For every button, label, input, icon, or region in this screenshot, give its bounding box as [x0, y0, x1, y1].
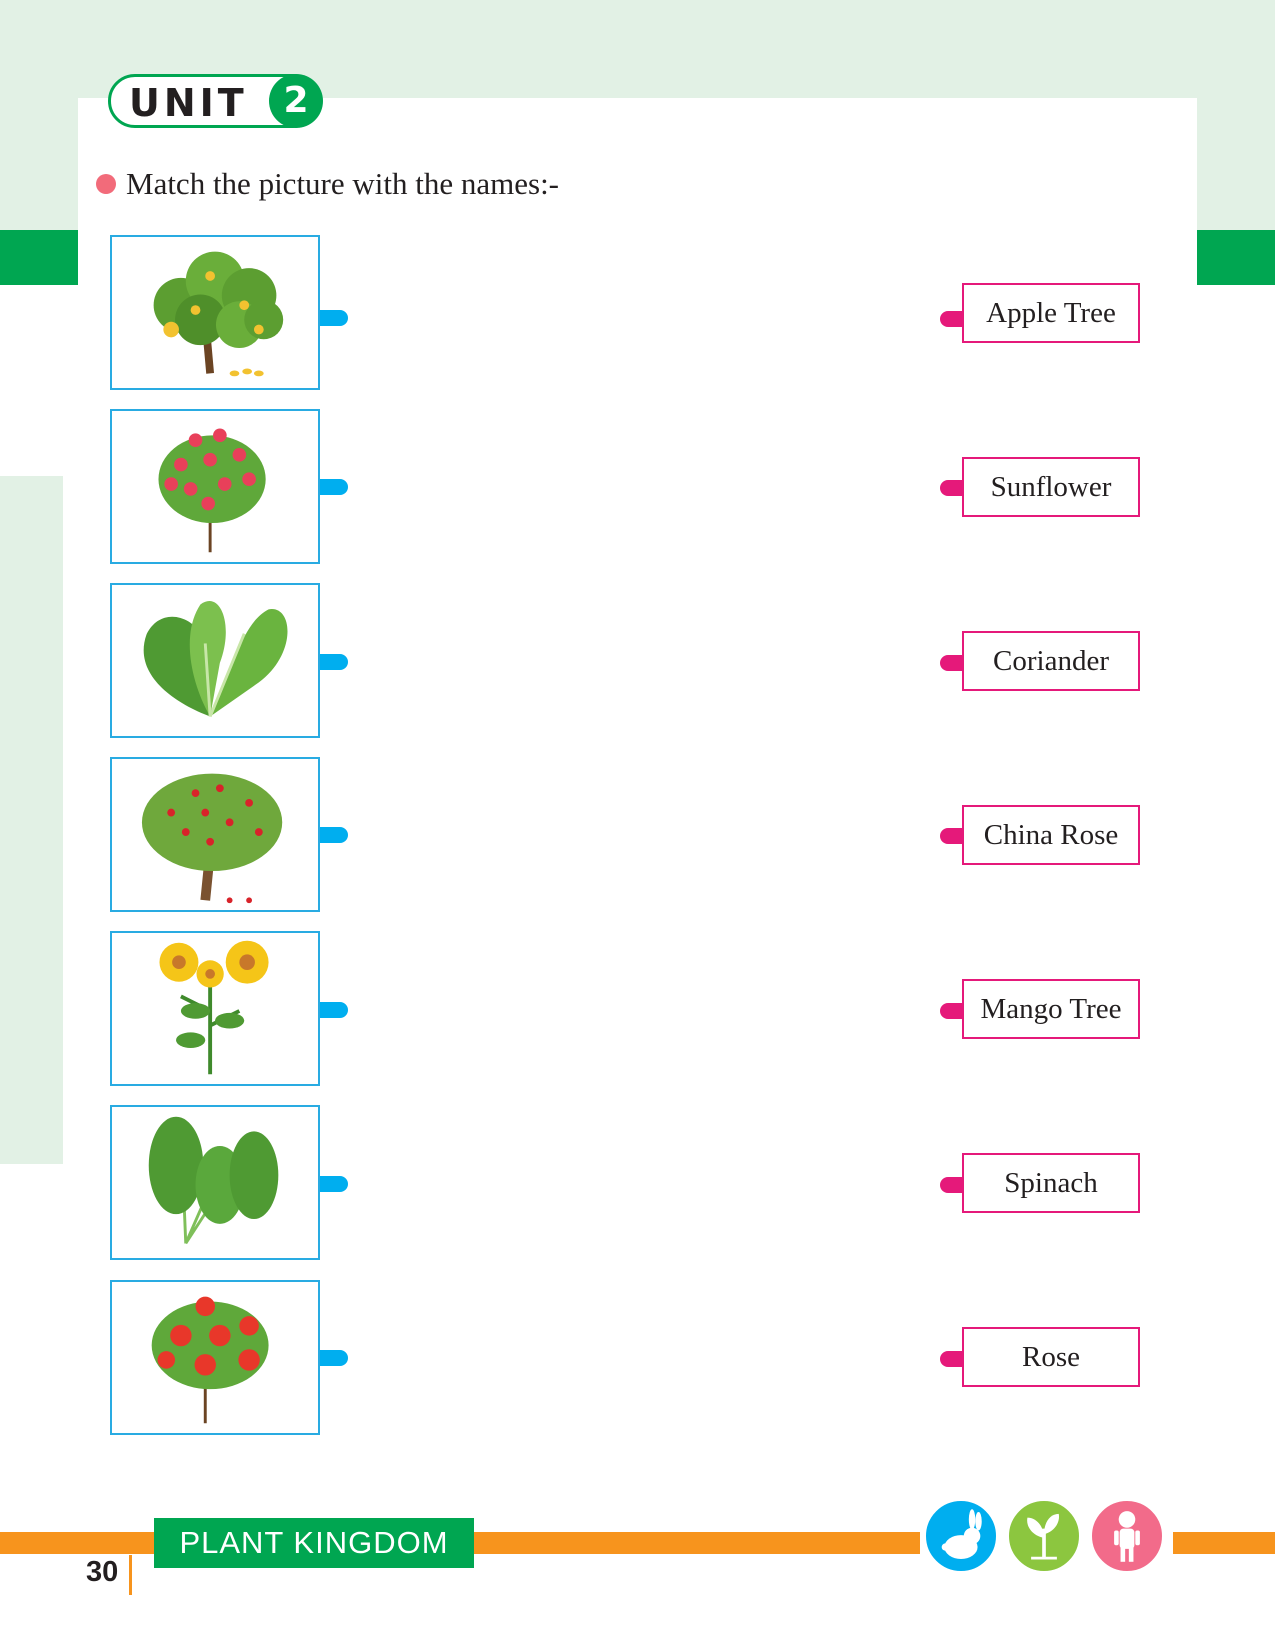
- apple-tree-icon: [112, 759, 318, 910]
- picture-connector-dot[interactable]: [320, 479, 348, 495]
- spinach-icon: [112, 585, 318, 736]
- sunflower-icon: [112, 933, 318, 1084]
- name-box-coriander[interactable]: Coriander: [962, 631, 1140, 691]
- name-box-rose[interactable]: Rose: [962, 1327, 1140, 1387]
- left-green-accent: [0, 230, 78, 285]
- instruction: [96, 166, 559, 202]
- picture-connector-dot[interactable]: [320, 654, 348, 670]
- page-number-divider: [129, 1555, 132, 1595]
- unit-badge: [108, 74, 320, 128]
- unit-label: UNIT: [129, 81, 248, 125]
- page-number: 30: [86, 1556, 119, 1588]
- human-icon: [1089, 1498, 1165, 1574]
- unit-number: 2: [269, 74, 323, 128]
- name-connector-dot[interactable]: [940, 311, 964, 327]
- footer-line: [474, 1532, 920, 1554]
- picture-box-mango-tree[interactable]: [110, 235, 320, 390]
- coriander-icon: [112, 1107, 318, 1258]
- picture-box-apple-tree[interactable]: [110, 757, 320, 912]
- picture-box-spinach[interactable]: [110, 583, 320, 738]
- left-side-strip: [0, 476, 63, 1164]
- footer-line: [0, 1532, 154, 1554]
- bullet-icon: [96, 174, 116, 194]
- rose-bush-icon: [112, 411, 318, 562]
- name-connector-dot[interactable]: [940, 480, 964, 496]
- name-connector-dot[interactable]: [940, 655, 964, 671]
- picture-box-rose[interactable]: [110, 409, 320, 564]
- name-box-mango-tree[interactable]: Mango Tree: [962, 979, 1140, 1039]
- name-box-china-rose[interactable]: China Rose: [962, 805, 1140, 865]
- picture-box-sunflower[interactable]: [110, 931, 320, 1086]
- name-connector-dot[interactable]: [940, 1177, 964, 1193]
- chapter-title: PLANT KINGDOM: [154, 1518, 474, 1568]
- name-connector-dot[interactable]: [940, 1003, 964, 1019]
- rabbit-icon: [923, 1498, 999, 1574]
- plant-icon: [1006, 1498, 1082, 1574]
- instruction-text: Match the picture with the names:-: [126, 166, 560, 201]
- picture-connector-dot[interactable]: [320, 1350, 348, 1366]
- picture-connector-dot[interactable]: [320, 1002, 348, 1018]
- footer-line: [1173, 1532, 1275, 1554]
- mango-tree-icon: [112, 237, 318, 388]
- china-rose-icon: [112, 1282, 318, 1433]
- right-green-accent: [1197, 230, 1275, 285]
- picture-connector-dot[interactable]: [320, 827, 348, 843]
- picture-box-coriander[interactable]: [110, 1105, 320, 1260]
- picture-box-china-rose[interactable]: [110, 1280, 320, 1435]
- name-box-apple-tree[interactable]: Apple Tree: [962, 283, 1140, 343]
- name-connector-dot[interactable]: [940, 828, 964, 844]
- name-box-spinach[interactable]: Spinach: [962, 1153, 1140, 1213]
- name-box-sunflower[interactable]: Sunflower: [962, 457, 1140, 517]
- name-connector-dot[interactable]: [940, 1351, 964, 1367]
- picture-connector-dot[interactable]: [320, 1176, 348, 1192]
- picture-connector-dot[interactable]: [320, 310, 348, 326]
